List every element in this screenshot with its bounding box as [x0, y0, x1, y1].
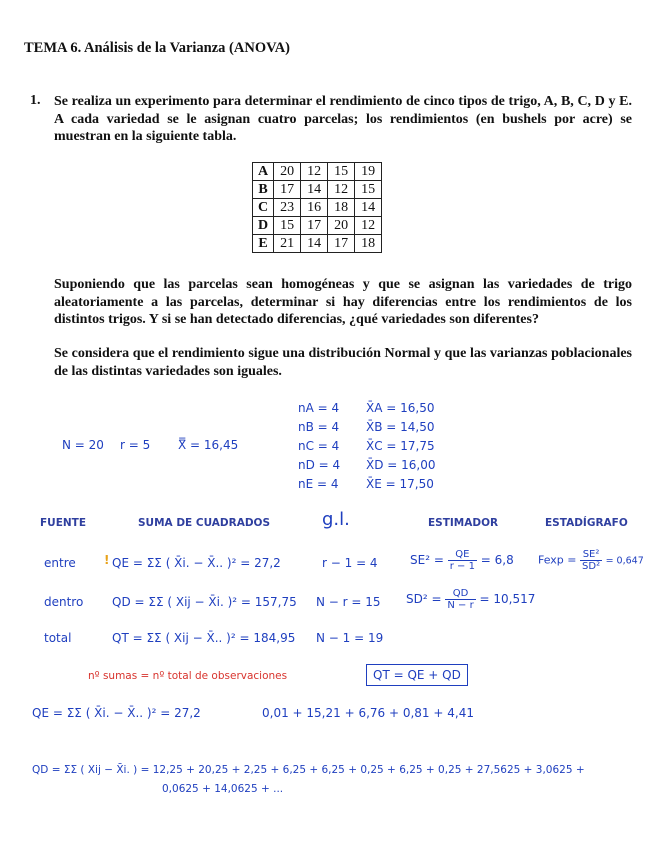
table-cell: 14	[355, 199, 382, 217]
table-row	[253, 217, 382, 235]
note-sums-count: nº sumas = nº total de observaciones	[88, 670, 288, 682]
note-N: N = 20	[62, 438, 104, 452]
table-cell: 21	[274, 235, 301, 253]
note-n-C: nC = 4	[298, 439, 340, 453]
qe-formula: QE = ΣΣ ( X̄i. − X̄.. )² = 27,2	[32, 706, 201, 720]
anova-row-total-gl: N − 1 = 19	[316, 631, 384, 645]
question-task: Suponiendo que las parcelas sean homogéneas y que se asignan las variedades de trigo aleatoriamente a las parcelas, determinar si hay diferencias entre los rendimientos de los distintos trigos. Y si se han detectado diferencias, ¿qué variedades son diferentes?	[54, 277, 632, 327]
note-mean-B: X̄B = 14,50	[366, 420, 435, 434]
table-cell: 12	[301, 163, 328, 181]
qd-formula: QD = ΣΣ ( Xij − X̄i. ) = 12,25 + 20,25 + 2,25 + 6,25 + 6,25 + 0,25 + 6,25 + 0,25 + 27,5625 + 3,0625 +	[32, 764, 585, 776]
question-number: 1.	[30, 93, 41, 108]
anova-row-entre-estimator: SE² = $\frac{QE}{r - 1}$ = 6,8	[410, 549, 514, 572]
question-intro: Se realiza un experimento para determinar el rendimiento de cinco tipos de trigo, A, B, C, D y E. A cada variedad se le asignan cuatro parcelas; los rendimientos (en bushels por acre) se muestran en la siguiente tabla.	[54, 94, 632, 144]
table-cell: 18	[328, 199, 355, 217]
note-grand-mean: X̿ = 16,45	[178, 438, 239, 452]
anova-row-entre-sum: QE = ΣΣ ( X̄i. − X̄.. )² = 27,2	[112, 556, 281, 570]
document-title: TEMA 6. Análisis de la Varianza (ANOVA)	[24, 40, 291, 56]
table-cell: 15	[355, 181, 382, 199]
anova-header-suma: SUMA DE CUADRADOS	[138, 517, 271, 529]
warning-mark-icon: !	[104, 553, 110, 567]
anova-row-entre-label: entre	[44, 556, 76, 570]
table-cell: 15	[274, 217, 301, 235]
anova-row-dentro-sum: QD = ΣΣ ( Xij − X̄i. )² = 157,75	[112, 595, 297, 609]
yield-table	[252, 162, 382, 253]
table-row-label: B	[253, 181, 274, 199]
table-row	[253, 235, 382, 253]
table-cell: 20	[274, 163, 301, 181]
anova-header-estimador: ESTIMADOR	[428, 517, 499, 529]
note-n-B: nB = 4	[298, 420, 340, 434]
note-n-E: nE = 4	[298, 477, 339, 491]
table-cell: 17	[274, 181, 301, 199]
anova-row-total-label: total	[44, 631, 72, 645]
table-cell: 18	[355, 235, 382, 253]
table-cell: 12	[355, 217, 382, 235]
qd-formula-continued: 0,0625 + 14,0625 + ...	[162, 783, 284, 795]
anova-row-dentro-estimator: SD² = $\frac{QD}{N - r}$ = 10,517	[406, 588, 536, 611]
note-mean-C: X̄C = 17,75	[366, 439, 435, 453]
table-row-label: D	[253, 217, 274, 235]
table-row-label: A	[253, 163, 274, 181]
table-cell: 20	[328, 217, 355, 235]
note-mean-E: X̄E = 17,50	[366, 477, 434, 491]
table-cell: 17	[301, 217, 328, 235]
table-row-label: C	[253, 199, 274, 217]
table-row-label: E	[253, 235, 274, 253]
table-row	[253, 199, 382, 217]
table-cell: 19	[355, 163, 382, 181]
table-cell: 14	[301, 235, 328, 253]
note-r: r = 5	[120, 438, 151, 452]
anova-header-fuente: FUENTE	[40, 517, 86, 529]
note-n-D: nD = 4	[298, 458, 341, 472]
table-cell: 17	[328, 235, 355, 253]
note-mean-D: X̄D = 16,00	[366, 458, 436, 472]
anova-header-estadigrafo: ESTADÍGRAFO	[545, 517, 628, 529]
anova-header-gl: g.l.	[322, 509, 350, 530]
anova-row-dentro-label: dentro	[44, 595, 84, 609]
table-cell: 14	[301, 181, 328, 199]
table-cell: 15	[328, 163, 355, 181]
note-boxed-identity: QT = QE + QD	[366, 664, 468, 686]
note-n-A: nA = 4	[298, 401, 340, 415]
anova-row-dentro-gl: N − r = 15	[316, 595, 381, 609]
table-cell: 16	[301, 199, 328, 217]
table-row	[253, 163, 382, 181]
anova-row-total-sum: QT = ΣΣ ( Xij − X̄.. )² = 184,95	[112, 631, 296, 645]
anova-row-entre-gl: r − 1 = 4	[322, 556, 378, 570]
anova-row-entre-statistic: Fexp = $\frac{\text{SE²}}{\text{SD²}}$ = 0,647	[538, 549, 644, 572]
table-cell: 23	[274, 199, 301, 217]
qe-terms: 0,01 + 15,21 + 6,76 + 0,81 + 4,41	[262, 706, 474, 720]
table-cell: 12	[328, 181, 355, 199]
question-assumption: Se considera que el rendimiento sigue una distribución Normal y que las varianzas poblacionales de las distintas variedades son iguales.	[54, 346, 632, 379]
table-row	[253, 181, 382, 199]
note-mean-A: X̄A = 16,50	[366, 401, 435, 415]
